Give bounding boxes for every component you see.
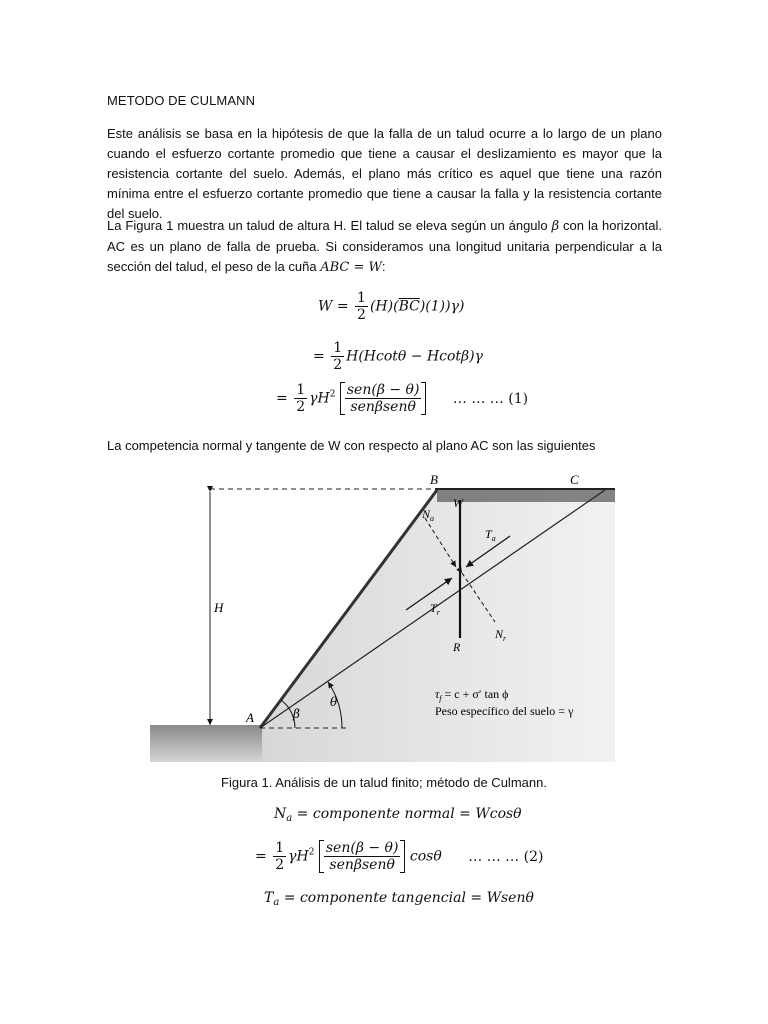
label-theta: θ (330, 695, 338, 709)
label-nr: $N_r$ (495, 627, 507, 643)
equation-normal-expanded (255, 840, 543, 873)
eq3-inner-den: senβsenθ (350, 399, 416, 415)
shear-strength-formula: $\tau_f = c + \sigma'$ tan ϕ (435, 687, 509, 703)
eq2-prefix: = (313, 348, 325, 365)
label-ta: $T_a$ (485, 527, 496, 543)
eq3-inner-num: sen(β − θ) (346, 382, 420, 398)
eq3-prefix: = (276, 390, 288, 407)
eq3-bracket (340, 382, 427, 415)
equation-weight-sen (276, 382, 528, 415)
paragraph-2-text-b: con la horizontal. AC es un plano de falla de prueba. Si consideramos una longitud unitaria perpendicular a la sección del talud, el peso de la cuña (107, 218, 662, 274)
label-beta: β (293, 707, 300, 721)
label-r: R (453, 640, 461, 654)
eq3-reference: … … … (1) (452, 390, 529, 407)
paragraph-components: La competencia normal y tangente de W con respecto al plano AC son las siguientes (107, 438, 596, 453)
eq6-ta: T (264, 890, 274, 906)
eq5-tail: cosθ (409, 848, 442, 865)
equation-tangential-component (264, 890, 534, 908)
figure-caption: Figura 1. Análisis de un talud finito; método de Culmann. (221, 775, 547, 790)
eq5-inner-fraction (324, 840, 401, 873)
eq3-num: 1 (296, 382, 306, 398)
label-na: $N_a$ (422, 507, 435, 523)
eq1-fraction (355, 290, 368, 323)
eq2-den: 2 (333, 357, 343, 373)
eq5-fraction (273, 840, 286, 873)
equation-normal-component (274, 806, 522, 824)
eq2-rhs: H(Hcotθ − Hcotβ)γ (346, 348, 483, 365)
equation-weight (318, 290, 464, 323)
label-b: B (430, 472, 438, 487)
eq1-lhs: W = (318, 298, 349, 315)
label-w: W (453, 496, 463, 510)
eq2-num: 1 (333, 340, 343, 356)
paragraph-figure-description (107, 216, 662, 278)
eq3-exponent: 2 (329, 389, 336, 400)
eq5-prefix: = (255, 848, 267, 865)
eq3-den: 2 (296, 399, 306, 415)
paragraph-2-beta: β (551, 219, 560, 234)
eq1-rhs: (H)( (369, 298, 399, 315)
eq5-num: 1 (275, 840, 285, 856)
section-heading: METODO DE CULMANN (107, 93, 256, 108)
equation-weight-cot (313, 340, 483, 373)
unit-weight-label: Peso específico del suelo = γ (435, 704, 574, 718)
paragraph-2-wedge-eq: ABC = W (320, 260, 382, 275)
eq6-rhs: = componente tangencial = Wsenθ (279, 890, 534, 906)
ground-surface (150, 725, 262, 762)
paragraph-intro: Este análisis se basa en la hipótesis de que la falla de un talud ocurre a lo largo de un plano cuando el esfuerzo cortante promedio que tiene a causar el deslizamiento es mayor que la resistencia cortante del suelo. Además, el plano más crítico es aquel que tiene una razón mínima entre el esfuerzo cortante promedio que tiene a causar la falla y la resistencia cortante del suelo. (107, 126, 662, 221)
eq1-num: 1 (357, 290, 366, 306)
eq2-fraction (331, 340, 344, 373)
eq1-den: 2 (357, 307, 366, 323)
eq5-inner-den: senβsenθ (329, 857, 395, 873)
eq5-gamma-h: γH (288, 848, 309, 865)
label-h: H (214, 600, 224, 615)
eq3-gamma-h: γH (309, 390, 330, 407)
eq3-inner-fraction (345, 382, 422, 415)
eq4-rhs: = componente normal = Wcosθ (292, 806, 522, 822)
eq5-exponent: 2 (308, 847, 315, 858)
eq4-na-sub: a (286, 813, 293, 824)
culmann-slope-figure (150, 470, 615, 762)
eq3-fraction (294, 382, 307, 415)
eq5-reference: … … … (2) (468, 848, 544, 865)
paragraph-2-text-a: La Figura 1 muestra un talud de altura H. El talud se eleva según un ángulo (107, 218, 552, 233)
eq1-rhs2: )(1))γ) (419, 298, 465, 315)
eq5-bracket (319, 840, 406, 873)
eq4-na: N (274, 806, 287, 822)
eq6-ta-sub: a (273, 897, 280, 908)
eq5-inner-num: sen(β − θ) (325, 840, 399, 856)
label-a: A (246, 710, 254, 725)
paragraph-2-text-c: : (381, 259, 386, 274)
label-tr: $T_r$ (430, 601, 440, 617)
label-c: C (570, 472, 579, 487)
crest-surface (437, 488, 615, 502)
eq1-bc: $\overline{BC}$ (398, 298, 420, 315)
eq5-den: 2 (275, 857, 285, 873)
